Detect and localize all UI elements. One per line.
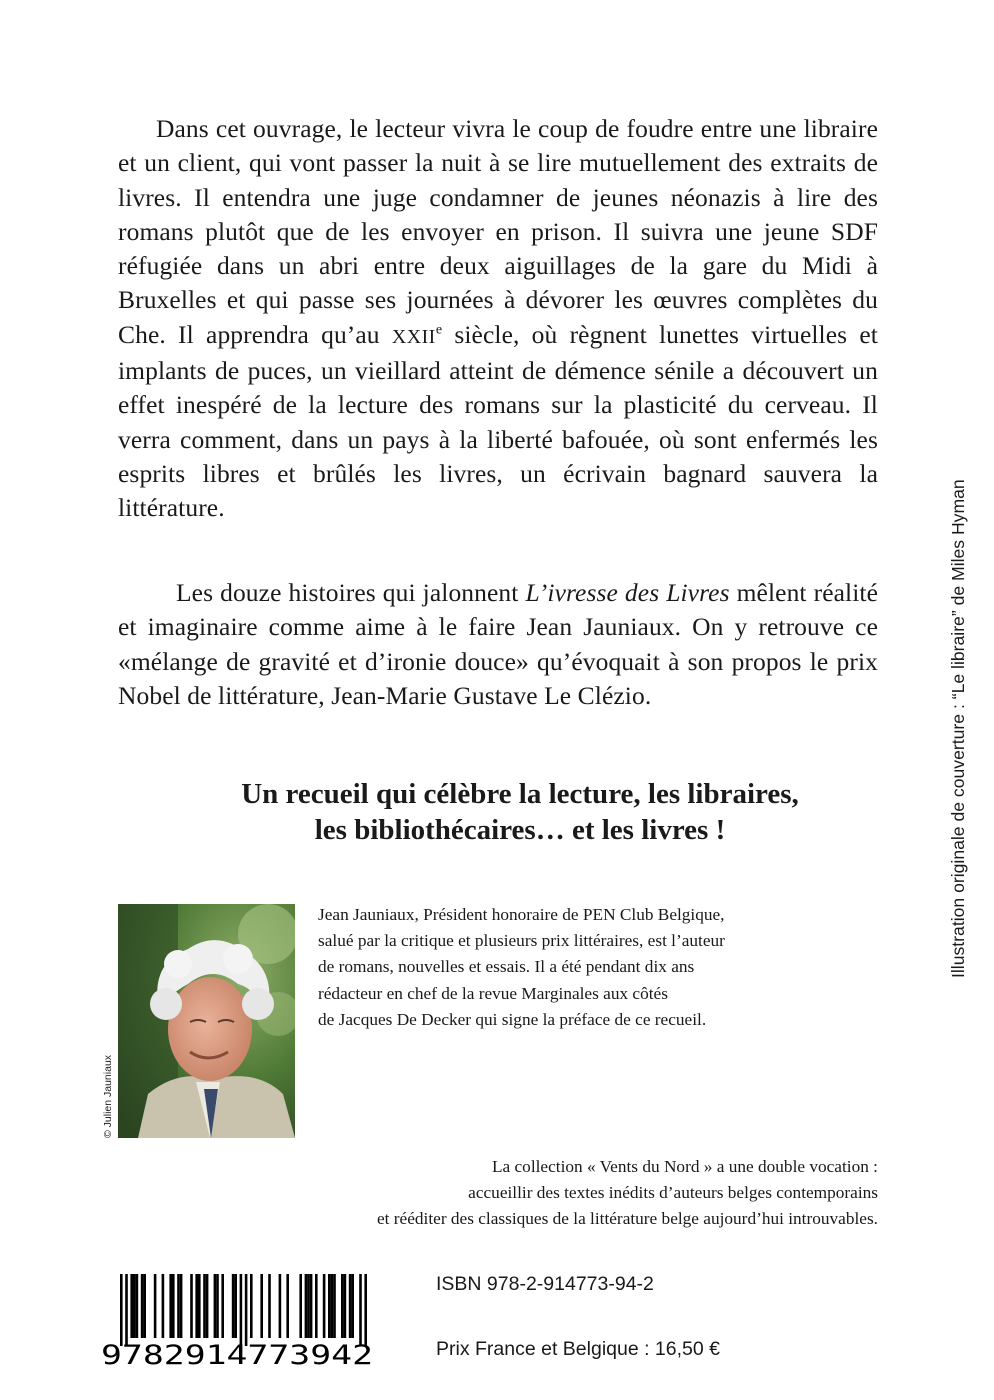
barcode-bar (359, 1274, 362, 1346)
barcode-bar (141, 1274, 144, 1338)
barcode-bar (177, 1274, 180, 1338)
collection-line: accueillir des textes inédits d’auteurs belges contemporains (468, 1183, 878, 1203)
bio-line: de romans, nouvelles et essais. Il a été pendant dix ans (318, 957, 695, 977)
cover-illustration-credit: Illustration originale de couverture : “Le libraire” de Miles Hyman (948, 479, 968, 978)
barcode-bar (120, 1274, 123, 1346)
price: Prix France et Belgique : 16,50 € (436, 1338, 720, 1360)
isbn-barcode (96, 1274, 378, 1366)
barcode-bar (154, 1274, 157, 1338)
barcode-bar (349, 1274, 352, 1338)
barcode-bar (328, 1274, 331, 1338)
isbn-number: ISBN 978-2-914773-94-2 (436, 1273, 654, 1295)
barcode-bar (260, 1274, 263, 1338)
summary-paragraph-1: Dans cet ouvrage, le lecteur vivra le coup de foudre entre une libraire et un client, qui vont passer la nuit à se lire mutuellement des extraits de livres. Il entendra une juge condamner de jeunes néonazis à lire des romans plutôt que de les envoyer en prison. Il suivra une jeune SDF réfugiée dans un abri entre deux aiguillages de la gare du Midi à Bruxelles et qui passe ses journées à dévorer les œuvres complètes du Che. Il apprendra qu’au XXIIe siècle, où règnent lunettes virtuelles et implants de puces, un vieillard atteint de démence sénile a découvert un effet inespéré de la lecture des romans sur la plasticité du cerveau. Il verra comment, dans un pays à la liberté bafouée, où sont enfermés les esprits libres et brûlés les livres, un écrivain bagnard sauvera la littérature. (118, 114, 878, 523)
barcode-bar (180, 1274, 183, 1338)
barcode-bar (136, 1274, 139, 1338)
barcode-bar (351, 1274, 354, 1338)
barcode-bar (341, 1274, 344, 1338)
barcode-bar (323, 1274, 326, 1338)
barcode-bar (364, 1274, 367, 1346)
tagline-line-2: les bibliothécaires… et les livres ! (314, 814, 726, 846)
barcode-bar (195, 1274, 198, 1338)
barcode-bar (190, 1274, 193, 1338)
barcode-digits: 9782914773942 (101, 1340, 373, 1366)
barcode-bar (214, 1274, 217, 1338)
author-bio (318, 902, 838, 1033)
barcode-bar (143, 1274, 146, 1338)
barcode-bar (133, 1274, 136, 1338)
barcode-bar (299, 1274, 302, 1338)
tagline (150, 776, 890, 848)
barcode-bar (216, 1274, 219, 1338)
barcode-bar (307, 1274, 310, 1338)
barcode-bar (310, 1274, 313, 1338)
barcode-bar (198, 1274, 201, 1338)
summary-paragraph-2: Les douze histoires qui jalonnent L’ivresse des Livres mêlent réalité et imaginaire comme aime à le faire Jean Jauniaux. On y retrouve ce «mélange de gravité et d’ironie douce» qu’évoquait à son propos le prix Nobel de littérature, Jean-Marie Gustave Le Clézio. (118, 578, 878, 710)
barcode-bar (130, 1274, 133, 1338)
barcode-bar (315, 1274, 318, 1338)
barcode-bar (250, 1274, 253, 1338)
barcode-bar (162, 1274, 165, 1338)
tagline-line-1: Un recueil qui célèbre la lecture, les libraires, (241, 778, 799, 810)
book-title: L’ivresse des Livres (525, 578, 730, 607)
collection-line: et rééditer des classiques de la littérature belge aujourd’hui introuvables. (377, 1209, 878, 1229)
bio-line: salué par la critique et plusieurs prix littéraires, est l’auteur (318, 931, 725, 951)
barcode-bar (232, 1274, 235, 1338)
collection-note (278, 1154, 878, 1233)
barcode-bar (240, 1274, 243, 1346)
barcode-bar (245, 1274, 248, 1346)
barcode-bar (169, 1274, 172, 1338)
barcode-bar (203, 1274, 206, 1338)
collection-line: La collection « Vents du Nord » a une double vocation : (491, 1157, 878, 1176)
barcode-bar (279, 1274, 282, 1338)
bio-line: Jean Jauniaux, Président honoraire de PEN Club Belgique, (318, 905, 725, 924)
barcode-bar (305, 1274, 308, 1338)
barcode-bar (221, 1274, 224, 1338)
barcode-bar (331, 1274, 334, 1338)
barcode-bar (206, 1274, 209, 1338)
barcode-bar (268, 1274, 271, 1338)
barcode-bar (333, 1274, 336, 1338)
barcode-bar (125, 1274, 128, 1346)
barcode-bar (172, 1274, 175, 1338)
author-photo (118, 904, 295, 1138)
bio-line: rédacteur en chef de la revue Marginales aux côtés (318, 983, 668, 1003)
barcode-bar (234, 1274, 237, 1338)
barcode-bar (344, 1274, 347, 1338)
barcode-bar (286, 1274, 289, 1338)
photo-credit: © Julien Jauniaux (102, 1054, 114, 1138)
bio-line: de Jacques De Decker qui signe la préface de ce recueil. (318, 1009, 707, 1029)
